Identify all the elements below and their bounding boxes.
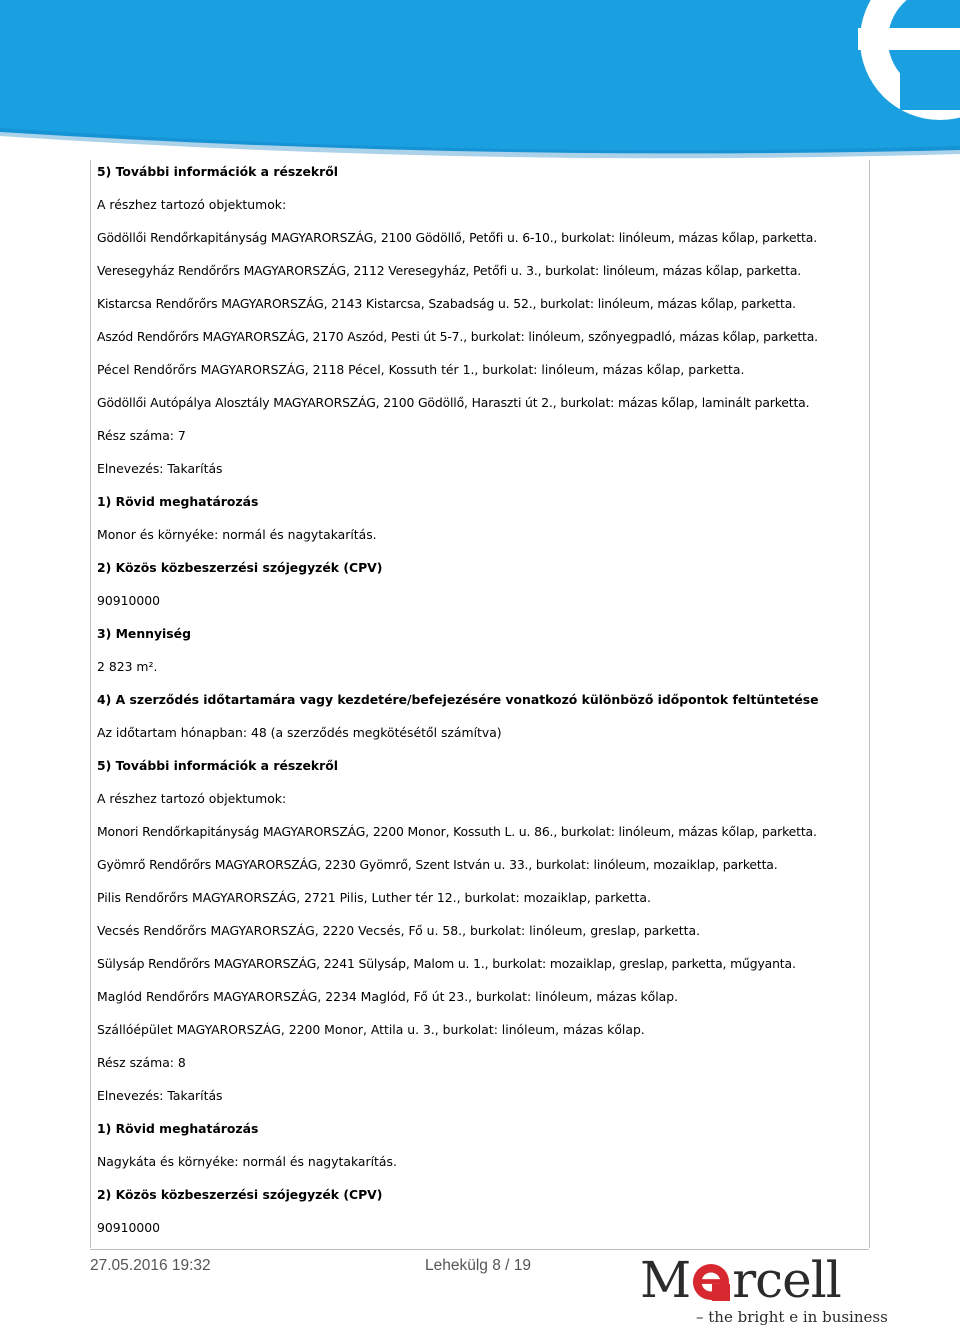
section-heading: 3) Mennyiség <box>97 626 191 641</box>
text-line: Sülysáp Rendőrőrs MAGYARORSZÁG, 2241 Sülysáp, Malom u. 1., burkolat: mozaiklap, greslap, parketta, műgyanta. <box>97 956 796 971</box>
text-line: Rész száma: 7 <box>97 428 186 443</box>
logo-text-start: M <box>640 1251 691 1309</box>
text-line: Vecsés Rendőrőrs MAGYARORSZÁG, 2220 Vecsés, Fő u. 58., burkolat: linóleum, greslap, parketta. <box>97 923 701 938</box>
text-line: 90910000 <box>97 1220 161 1235</box>
section-heading: 1) Rövid meghatározás <box>97 1121 259 1136</box>
logo-e-icon <box>692 1263 730 1301</box>
text-line: Szállóépület MAGYARORSZÁG, 2200 Monor, Attila u. 3., burkolat: linóleum, mázas kőlap. <box>97 1022 645 1037</box>
text-line: A részhez tartozó objektumok: <box>97 791 287 806</box>
text-line: Elnevezés: Takarítás <box>97 1088 223 1103</box>
text-line: Pilis Rendőrőrs MAGYARORSZÁG, 2721 Pilis, Luther tér 12., burkolat: mozaiklap, parketta. <box>97 890 651 905</box>
section-heading: 4) A szerződés időtartamára vagy kezdetére/befejezésére vonatkozó különböző időpontok feltüntetése <box>97 692 819 707</box>
text-line: Gödöllői Autópálya Alosztály MAGYARORSZÁG, 2100 Gödöllő, Haraszti út 2., burkolat: mázas kőlap, laminált parketta. <box>97 395 810 410</box>
marcell-logo <box>640 1251 888 1329</box>
section-heading: 5) További információk a részekről <box>97 164 338 179</box>
text-line: Monori Rendőrkapitányság MAGYARORSZÁG, 2200 Monor, Kossuth L. u. 86., burkolat: linóleum, mázas kőlap, parketta. <box>97 824 817 839</box>
header-banner <box>0 0 960 160</box>
footer-page-number: Lehekülg 8 / 19 <box>425 1257 532 1274</box>
footer-timestamp: 27.05.2016 19:32 <box>90 1257 211 1274</box>
text-line: A részhez tartozó objektumok: <box>97 197 287 212</box>
text-line: Pécel Rendőrőrs MAGYARORSZÁG, 2118 Pécel, Kossuth tér 1., burkolat: linóleum, mázas kőlap, parketta. <box>97 362 745 377</box>
footer-divider <box>90 1249 869 1250</box>
logo-tagline: – the bright e in business <box>696 1308 888 1326</box>
text-line: Monor és környéke: normál és nagytakarítás. <box>97 527 377 542</box>
text-line: Aszód Rendőrőrs MAGYARORSZÁG, 2170 Aszód, Pesti út 5-7., burkolat: linóleum, szőnyegpadló, mázas kőlap, parketta. <box>97 329 818 344</box>
text-line: 2 823 m². <box>97 659 158 674</box>
text-line: Kistarcsa Rendőrőrs MAGYARORSZÁG, 2143 Kistarcsa, Szabadság u. 52., burkolat: linóleum, mázas kőlap, parketta. <box>97 296 796 311</box>
text-line: Rész száma: 8 <box>97 1055 186 1070</box>
text-line: Nagykáta és környéke: normál és nagytakarítás. <box>97 1154 397 1169</box>
section-heading: 2) Közös közbeszerzési szójegyzék (CPV) <box>97 560 383 575</box>
text-line: 90910000 <box>97 593 161 608</box>
text-line: Elnevezés: Takarítás <box>97 461 223 476</box>
logo-wordmark <box>640 1252 841 1308</box>
section-heading: 5) További információk a részekről <box>97 758 338 773</box>
document-body <box>97 162 857 1251</box>
text-line: Maglód Rendőrőrs MAGYARORSZÁG, 2234 Maglód, Fő út 23., burkolat: linóleum, mázas kőlap. <box>97 989 679 1004</box>
text-line: Az időtartam hónapban: 48 (a szerződés megkötésétől számítva) <box>97 725 502 740</box>
logo-text-end: rcell <box>732 1251 841 1309</box>
header-banner-graphic <box>0 0 960 160</box>
section-heading: 2) Közös közbeszerzési szójegyzék (CPV) <box>97 1187 383 1202</box>
text-line: Gyömrő Rendőrőrs MAGYARORSZÁG, 2230 Gyömrő, Szent István u. 33., burkolat: linóleum, mozaiklap, parketta. <box>97 857 778 872</box>
section-heading: 1) Rövid meghatározás <box>97 494 259 509</box>
text-line: Veresegyház Rendőrőrs MAGYARORSZÁG, 2112 Veresegyház, Petőfi u. 3., burkolat: linóleum, mázas kőlap, parketta. <box>97 263 802 278</box>
text-line: Gödöllői Rendőrkapitányság MAGYARORSZÁG, 2100 Gödöllő, Petőfi u. 6-10., burkolat: linóleum, mázas kőlap, parketta. <box>97 230 817 245</box>
